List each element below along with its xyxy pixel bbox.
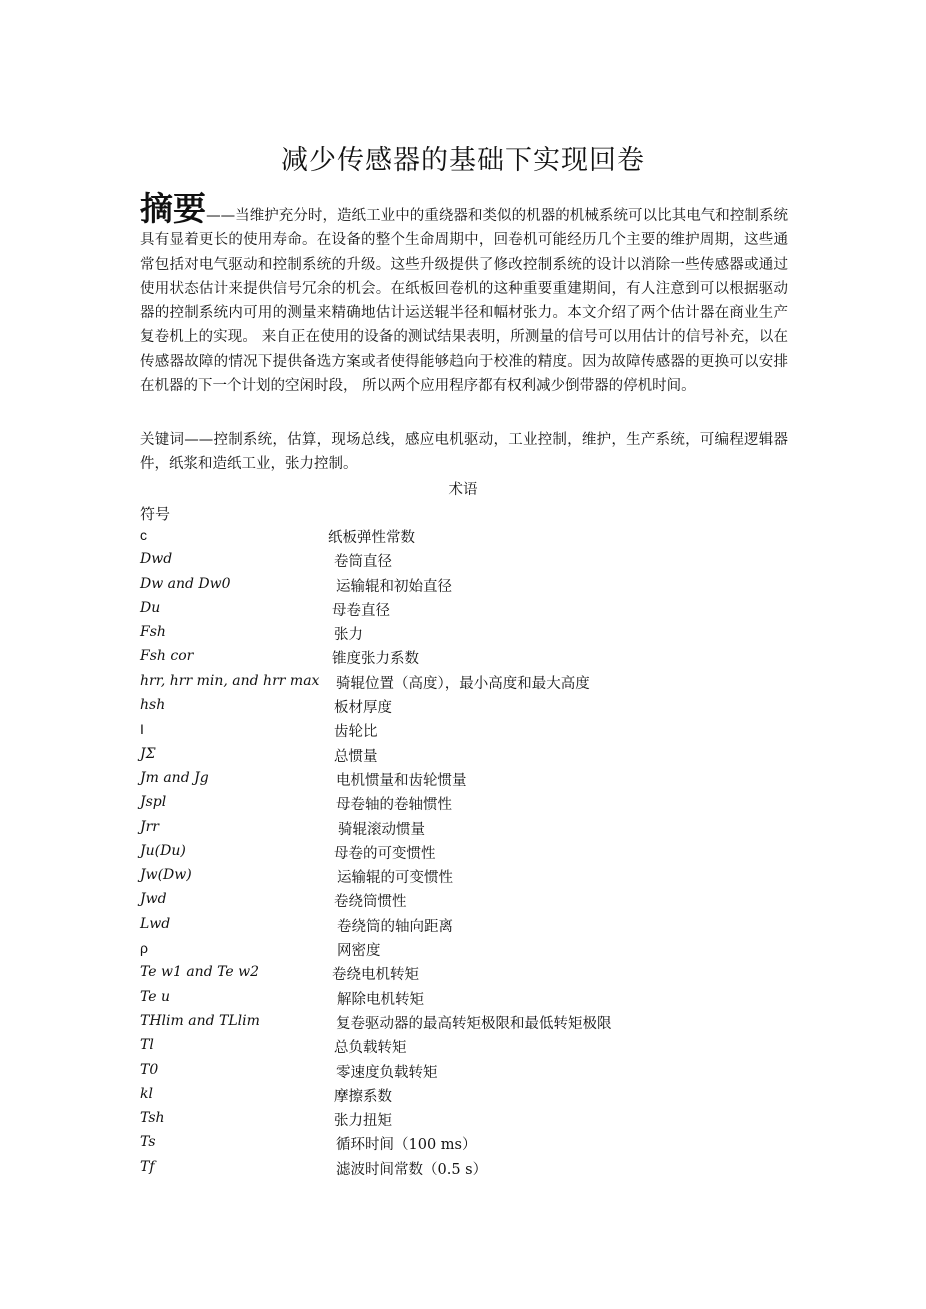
term-description: 骑辊位置（高度），最小高度和最大高度 — [336, 675, 590, 692]
terms-title — [0, 478, 926, 499]
term-symbol: Lwd — [140, 915, 171, 932]
term-row — [140, 1107, 800, 1131]
term-description: 卷绕筒的轴向距离 — [337, 918, 453, 935]
term-row — [140, 1131, 800, 1155]
term-description: 张力 — [334, 627, 363, 644]
term-row — [140, 1034, 800, 1058]
term-row — [140, 718, 800, 742]
term-symbol: I — [140, 721, 144, 738]
term-description: 运输辊和初始直径 — [336, 578, 452, 595]
term-description: 电机惯量和齿轮惯量 — [336, 772, 467, 789]
term-row — [140, 694, 800, 718]
term-symbol: Fsh — [140, 624, 166, 641]
terms-list — [140, 524, 800, 1180]
term-row — [140, 743, 800, 767]
term-row — [140, 524, 800, 548]
term-symbol: Fsh cor — [140, 648, 194, 665]
term-row — [140, 670, 800, 694]
term-description: 齿轮比 — [334, 724, 378, 741]
term-description: 骑辊滚动惯量 — [338, 821, 425, 838]
term-symbol: Jwd — [140, 891, 167, 908]
term-symbol: Te w1 and Te w2 — [140, 964, 259, 981]
term-description: 母卷轴的卷轴惯性 — [336, 797, 452, 814]
document-title: 减少传感器的基础下实现回卷 — [281, 145, 645, 176]
term-description: 复卷驱动器的最高转矩极限和最低转矩极限 — [336, 1015, 612, 1032]
term-row — [140, 767, 800, 791]
term-row — [140, 1083, 800, 1107]
abstract-paragraph — [140, 189, 789, 398]
term-description: 总惯量 — [334, 748, 378, 765]
term-row — [140, 913, 800, 937]
term-symbol: Ts — [140, 1134, 156, 1151]
term-symbol: c — [140, 527, 147, 543]
term-row — [140, 791, 800, 815]
terms-title-text: 术语 — [448, 482, 478, 498]
symbol-header: 符号 — [140, 505, 171, 523]
term-row — [140, 1059, 800, 1083]
term-row — [140, 937, 800, 961]
term-symbol: kl — [140, 1085, 153, 1102]
abstract-heading: 摘要 — [140, 189, 207, 228]
term-symbol: ρ — [140, 940, 148, 957]
term-row — [140, 548, 800, 572]
term-row — [140, 1010, 800, 1034]
term-description: 卷筒直径 — [334, 554, 392, 571]
term-row — [140, 986, 800, 1010]
term-description: 板材厚度 — [334, 700, 392, 717]
term-description: 网密度 — [337, 943, 381, 960]
term-symbol: Tf — [140, 1158, 155, 1175]
term-row — [140, 961, 800, 985]
term-row — [140, 597, 800, 621]
term-description: 张力扭矩 — [334, 1113, 392, 1130]
term-description: 运输辊的可变惯性 — [337, 870, 453, 887]
term-description: 母卷的可变惯性 — [334, 845, 436, 862]
term-symbol: Jw(Dw) — [140, 867, 192, 884]
term-row — [140, 864, 800, 888]
term-row — [140, 888, 800, 912]
term-description: 卷绕电机转矩 — [332, 967, 419, 984]
term-row — [140, 816, 800, 840]
abstract-dash: —— — [206, 208, 236, 224]
term-symbol: Jm and Jg — [140, 769, 209, 786]
term-symbol: T0 — [140, 1061, 159, 1078]
term-symbol: hrr, hrr min, and hrr max — [140, 672, 320, 689]
term-row — [140, 645, 800, 669]
term-description: 卷绕筒惯性 — [334, 894, 407, 911]
term-description: 解除电机转矩 — [337, 991, 424, 1008]
term-description: 纸板弹性常数 — [328, 530, 415, 546]
term-description: 总负载转矩 — [334, 1040, 407, 1057]
term-symbol: THlim and TLlim — [140, 1012, 260, 1029]
term-description: 母卷直径 — [332, 602, 390, 619]
abstract-text: 当维护充分时，造纸工业中的重绕器和类似的机器的机械系统可以比其电气和控制系统具有显着更长的使用寿命。在设备的整个生命周期中，回卷机可能经历几个主要的维护周期，这些通常包括对电气驱动和控制系统的升级。这些升级提供了修改控制系统的设计以消除一些传感器或通过使用状态估计来提供信号冗余的机会。在纸板回卷机的这种重要重建期间，有人注意到可以根据驱动器的控制系统内可用的测量来精确地估计运送辊半径和幅材张力。本文介绍了两个估计器在商业生产复卷机上的实现。 来自正在使用的设备的测试结果表明，所测量的信号可以用估计的信号补充，以在传感器故障的情况下提供备选方案或者使得能够趋向于校准的精度。因为故障传感器的更换可以安排在机器的下一个计划的空闲时段， 所以两个应用程序都有权利减少倒带器的停机时间。 — [140, 208, 789, 395]
term-description: 锥度张力系数 — [332, 651, 419, 668]
term-row — [140, 1156, 800, 1180]
term-description: 零速度负载转矩 — [336, 1064, 438, 1081]
term-row — [140, 840, 800, 864]
term-symbol: Te u — [140, 988, 171, 1005]
term-symbol: Jspl — [140, 794, 167, 811]
term-symbol: Ju(Du) — [140, 842, 186, 859]
term-symbol: Dwd — [140, 551, 173, 568]
term-symbol: hsh — [140, 697, 166, 714]
term-description: 循环时间（100 ms） — [336, 1137, 477, 1154]
term-row — [140, 621, 800, 645]
keywords-paragraph: 关键词——控制系统，估算，现场总线，感应电机驱动，工业控制，维护，生产系统，可编程逻辑器件，纸浆和造纸工业，张力控制。 — [140, 432, 788, 473]
term-symbol: Tl — [140, 1037, 154, 1054]
term-symbol: JΣ — [140, 745, 156, 762]
term-description: 滤波时间常数（0.5 s） — [336, 1161, 488, 1178]
term-symbol: Du — [140, 599, 161, 616]
term-row — [140, 573, 800, 597]
term-symbol: Tsh — [140, 1110, 165, 1127]
term-symbol: Jrr — [140, 818, 159, 835]
term-symbol: Dw and Dw0 — [140, 575, 231, 592]
term-description: 摩擦系数 — [334, 1088, 392, 1105]
